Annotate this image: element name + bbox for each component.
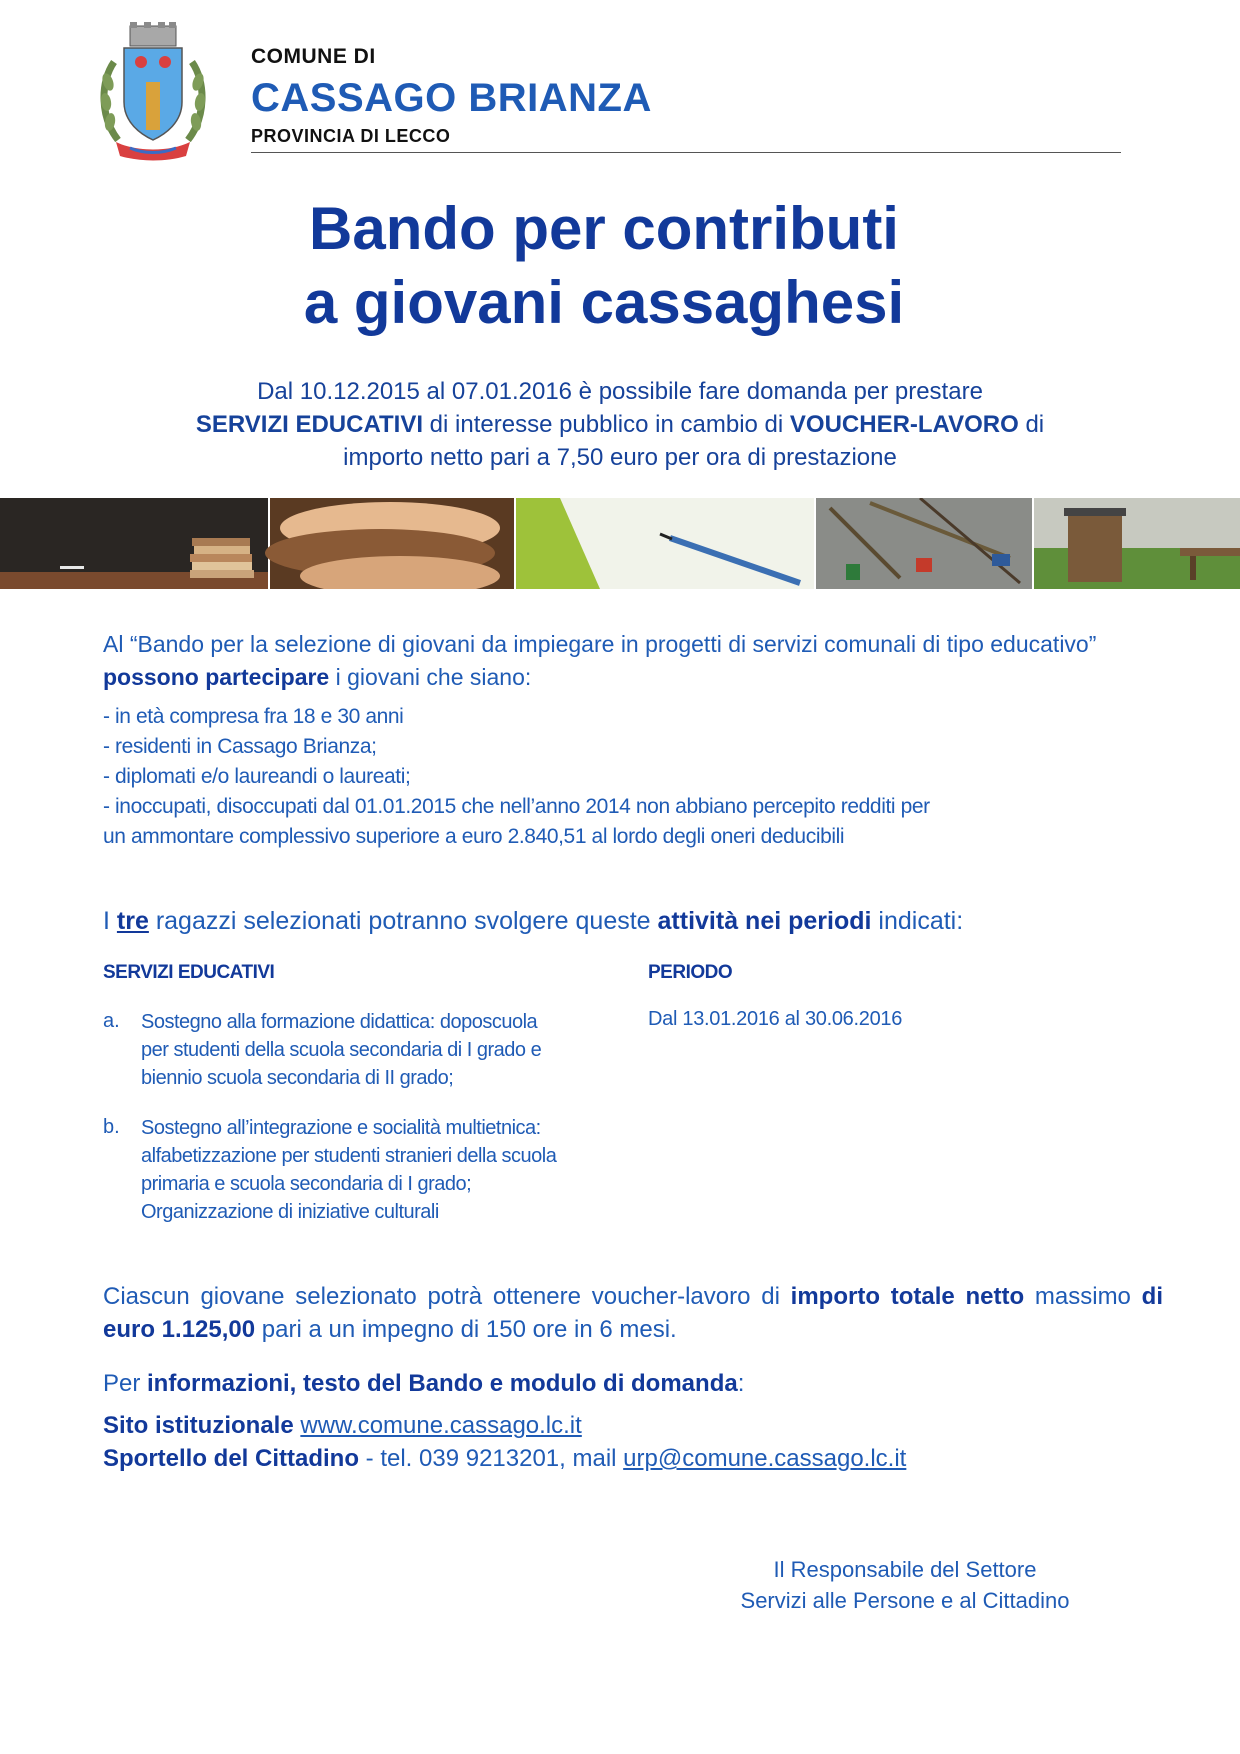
- intro-paragraph: [0, 375, 1240, 474]
- pen-on-paper-photo: [516, 498, 814, 589]
- intro-services-bold: SERVIZI EDUCATIVI: [195, 411, 424, 438]
- intro-line-3: importo netto pari a 7,50 euro per ora di prestazione: [343, 444, 897, 471]
- list-item: - in età compresa fra 18 e 30 anni: [103, 705, 404, 728]
- website-line: [103, 1412, 582, 1440]
- email-link[interactable]: urp@comune.cassago.lc.it: [623, 1445, 907, 1472]
- item-b-letter: b.: [103, 1116, 120, 1138]
- website-link[interactable]: www.comune.cassago.lc.it: [300, 1412, 582, 1439]
- eligibility-intro: Al “Bando per la selezione di giovani da impiegare in progetti di servizi comunali di tipo educativo” possono partecipare i giovani che siano:: [103, 631, 1097, 690]
- municipal-crest-icon: [96, 22, 210, 164]
- period-column-header: PERIODO: [648, 962, 733, 983]
- intro-line-1: Dal 10.12.2015 al 07.01.2016 è possibile fare domanda per prestare: [257, 378, 983, 405]
- office-line: Sportello del Cittadino - tel. 039 9213201, mail urp@comune.cassago.lc.it: [103, 1445, 907, 1472]
- info-heading: Per informazioni, testo del Bando e modulo di domanda:: [103, 1370, 745, 1397]
- voucher-paragraph: Ciascun giovane selezionato potrà ottenere voucher-lavoro di importo totale netto massimo di euro 1.125,00 pari a un impegno di 150 ore in 6 mesi.: [103, 1283, 1163, 1343]
- list-item: - diplomati e/o laureandi o laureati;: [103, 765, 411, 788]
- item-b-text: Sostegno all’integrazione e socialità multietnica: alfabetizzazione per studenti stranieri della scuola primaria e scuola secondaria di I grado; Organizzazione di iniziative culturali: [141, 1117, 557, 1223]
- list-item: - inoccupati, disoccupati dal 01.01.2015 che nell’anno 2014 non abbiano percepito redditi per: [103, 795, 930, 818]
- header-divider: [251, 152, 1121, 153]
- services-column-header: SERVIZI EDUCATIVI: [103, 962, 275, 983]
- title-line-1: Bando per contributi: [309, 195, 899, 262]
- activities-bold: attività nei periodi: [657, 907, 872, 935]
- item-a-text: Sostegno alla formazione didattica: doposcuola per studenti della scuola secondaria di I grado e biennio scuola secondaria di II grado;: [141, 1011, 542, 1089]
- tre-emphasis: tre: [116, 907, 149, 935]
- chalkboard-books-photo: [0, 498, 268, 589]
- list-item: un ammontare complessivo superiore a euro 2.840,51 al lordo degli oneri deducibili: [103, 825, 845, 848]
- comune-label: COMUNE DI: [251, 45, 376, 68]
- city-name: CASSAGO BRIANZA: [251, 76, 652, 120]
- signature-block: Il Responsabile del Settore Servizi alle Persone e al Cittadino: [740, 1557, 1070, 1613]
- title-line-2: a giovani cassaghesi: [303, 269, 905, 336]
- page-title: [0, 192, 1240, 340]
- garden-tools-photo: [816, 498, 1032, 589]
- eligibility-bold: possono partecipare: [103, 664, 330, 690]
- park-bin-bench-photo: [1034, 498, 1240, 589]
- intro-line-2: SERVIZI EDUCATIVI di interesse pubblico in cambio di VOUCHER-LAVORO di: [195, 411, 1045, 438]
- item-a-period: Dal 13.01.2016 al 30.06.2016: [648, 1008, 903, 1030]
- website-label: Sito istituzionale: [103, 1412, 294, 1439]
- activities-heading: I tre ragazzi selezionati potranno svolgere queste attività nei periodi indicati:: [103, 907, 964, 935]
- province-label: PROVINCIA DI LECCO: [251, 126, 451, 146]
- stacked-hands-photo: [265, 498, 514, 589]
- requirements-list: [103, 702, 1183, 852]
- intro-voucher-bold: VOUCHER-LAVORO: [789, 411, 1019, 438]
- office-label: Sportello del Cittadino: [103, 1445, 359, 1472]
- list-item: - residenti in Cassago Brianza;: [103, 735, 377, 758]
- photo-strip: [0, 498, 1240, 589]
- item-a-letter: a.: [103, 1010, 120, 1032]
